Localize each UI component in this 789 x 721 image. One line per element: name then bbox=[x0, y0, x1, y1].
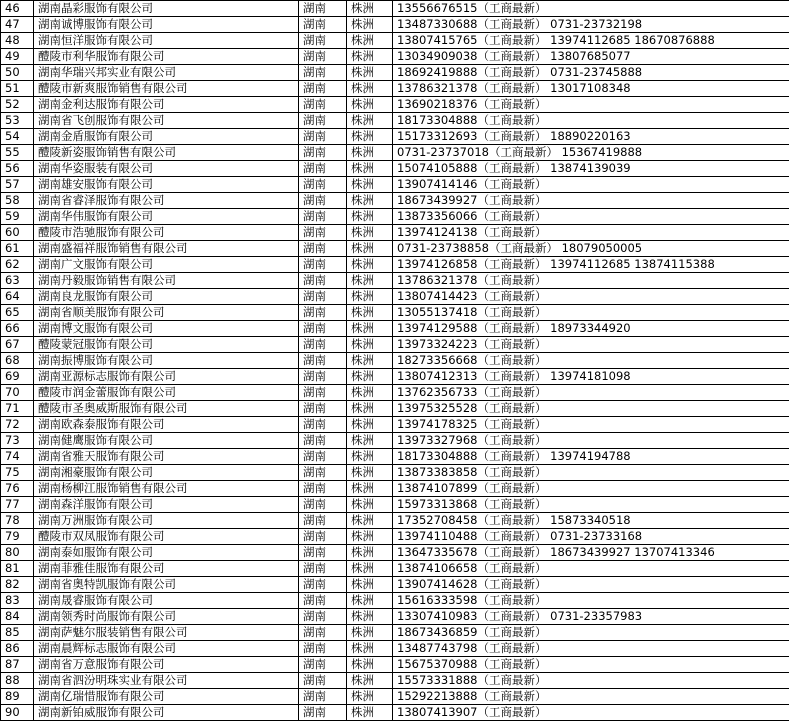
table-row bbox=[1, 193, 789, 209]
city-cell: 株洲 bbox=[347, 113, 393, 129]
company-name-cell: 湖南晶彩服饰有限公司 bbox=[34, 1, 299, 17]
table-row bbox=[1, 545, 789, 561]
phone-cell: 13487330688（工商最新） 0731-23732198 bbox=[393, 17, 789, 33]
row-number-cell: 85 bbox=[1, 625, 34, 641]
table-row bbox=[1, 593, 789, 609]
phone-cell: 15616333598（工商最新） bbox=[393, 593, 789, 609]
table-row bbox=[1, 417, 789, 433]
province-cell: 湖南 bbox=[299, 49, 347, 65]
city-cell: 株洲 bbox=[347, 609, 393, 625]
row-number-cell: 60 bbox=[1, 225, 34, 241]
province-cell: 湖南 bbox=[299, 369, 347, 385]
company-name-cell: 湖南晨辉标志服饰有限公司 bbox=[34, 641, 299, 657]
row-number-cell: 80 bbox=[1, 545, 34, 561]
city-cell: 株洲 bbox=[347, 529, 393, 545]
company-name-cell: 醴陵市新爽服饰销售有限公司 bbox=[34, 81, 299, 97]
city-cell: 株洲 bbox=[347, 257, 393, 273]
province-cell: 湖南 bbox=[299, 113, 347, 129]
company-name-cell: 湖南湘豪服饰有限公司 bbox=[34, 465, 299, 481]
city-cell: 株洲 bbox=[347, 577, 393, 593]
company-name-cell: 湖南金盾服饰有限公司 bbox=[34, 129, 299, 145]
phone-cell: 13690218376（工商最新） bbox=[393, 97, 789, 113]
province-cell: 湖南 bbox=[299, 81, 347, 97]
table-row bbox=[1, 385, 789, 401]
row-number-cell: 61 bbox=[1, 241, 34, 257]
phone-cell: 15074105888（工商最新） 13874139039 bbox=[393, 161, 789, 177]
city-cell: 株洲 bbox=[347, 465, 393, 481]
company-name-cell: 湖南恒洋服饰有限公司 bbox=[34, 33, 299, 49]
company-name-cell: 湖南博文服饰有限公司 bbox=[34, 321, 299, 337]
phone-cell: 13807415765（工商最新） 13974112685 18670876888 bbox=[393, 33, 789, 49]
province-cell: 湖南 bbox=[299, 401, 347, 417]
row-number-cell: 71 bbox=[1, 401, 34, 417]
row-number-cell: 79 bbox=[1, 529, 34, 545]
city-cell: 株洲 bbox=[347, 97, 393, 113]
province-cell: 湖南 bbox=[299, 321, 347, 337]
province-cell: 湖南 bbox=[299, 209, 347, 225]
phone-cell: 13975325528（工商最新） bbox=[393, 401, 789, 417]
city-cell: 株洲 bbox=[347, 449, 393, 465]
province-cell: 湖南 bbox=[299, 705, 347, 721]
table-row bbox=[1, 673, 789, 689]
province-cell: 湖南 bbox=[299, 625, 347, 641]
province-cell: 湖南 bbox=[299, 641, 347, 657]
table-row bbox=[1, 401, 789, 417]
province-cell: 湖南 bbox=[299, 529, 347, 545]
company-name-cell: 湖南森洋服饰有限公司 bbox=[34, 497, 299, 513]
province-cell: 湖南 bbox=[299, 673, 347, 689]
company-name-cell: 湖南泰如服饰有限公司 bbox=[34, 545, 299, 561]
city-cell: 株洲 bbox=[347, 401, 393, 417]
city-cell: 株洲 bbox=[347, 337, 393, 353]
province-cell: 湖南 bbox=[299, 577, 347, 593]
city-cell: 株洲 bbox=[347, 673, 393, 689]
phone-cell: 18673439927（工商最新） bbox=[393, 193, 789, 209]
province-cell: 湖南 bbox=[299, 593, 347, 609]
phone-cell: 13974126858（工商最新） 13974112685 13874115388 bbox=[393, 257, 789, 273]
table-row bbox=[1, 273, 789, 289]
row-number-cell: 64 bbox=[1, 289, 34, 305]
company-name-cell: 湖南振博服饰有限公司 bbox=[34, 353, 299, 369]
province-cell: 湖南 bbox=[299, 657, 347, 673]
province-cell: 湖南 bbox=[299, 305, 347, 321]
city-cell: 株洲 bbox=[347, 593, 393, 609]
company-name-cell: 湖南领秀时尚服饰有限公司 bbox=[34, 609, 299, 625]
row-number-cell: 57 bbox=[1, 177, 34, 193]
phone-cell: 13873383858（工商最新） bbox=[393, 465, 789, 481]
phone-cell: 18692419888（工商最新） 0731-23745888 bbox=[393, 65, 789, 81]
phone-cell: 13974178325（工商最新） bbox=[393, 417, 789, 433]
city-cell: 株洲 bbox=[347, 385, 393, 401]
table-row bbox=[1, 449, 789, 465]
row-number-cell: 90 bbox=[1, 705, 34, 721]
table-row bbox=[1, 81, 789, 97]
province-cell: 湖南 bbox=[299, 609, 347, 625]
city-cell: 株洲 bbox=[347, 225, 393, 241]
row-number-cell: 47 bbox=[1, 17, 34, 33]
phone-cell: 13556676515（工商最新） bbox=[393, 1, 789, 17]
city-cell: 株洲 bbox=[347, 513, 393, 529]
city-cell: 株洲 bbox=[347, 273, 393, 289]
table-row bbox=[1, 289, 789, 305]
row-number-cell: 83 bbox=[1, 593, 34, 609]
province-cell: 湖南 bbox=[299, 273, 347, 289]
city-cell: 株洲 bbox=[347, 305, 393, 321]
company-name-cell: 醴陵市润金蕾服饰有限公司 bbox=[34, 385, 299, 401]
province-cell: 湖南 bbox=[299, 145, 347, 161]
table-row bbox=[1, 465, 789, 481]
company-name-cell: 醴陵新姿服饰销售有限公司 bbox=[34, 145, 299, 161]
city-cell: 株洲 bbox=[347, 417, 393, 433]
row-number-cell: 84 bbox=[1, 609, 34, 625]
table-row bbox=[1, 1, 789, 17]
province-cell: 湖南 bbox=[299, 465, 347, 481]
table-body bbox=[1, 1, 789, 721]
table-row bbox=[1, 257, 789, 273]
company-name-cell: 湖南广文服饰有限公司 bbox=[34, 257, 299, 273]
table-row bbox=[1, 337, 789, 353]
company-name-cell: 醴陵市浩驰服饰有限公司 bbox=[34, 225, 299, 241]
phone-cell: 13907414146（工商最新） bbox=[393, 177, 789, 193]
city-cell: 株洲 bbox=[347, 625, 393, 641]
phone-cell: 13807414423（工商最新） bbox=[393, 289, 789, 305]
phone-cell: 13973324223（工商最新） bbox=[393, 337, 789, 353]
table-row bbox=[1, 321, 789, 337]
province-cell: 湖南 bbox=[299, 1, 347, 17]
company-name-cell: 湖南良龙服饰有限公司 bbox=[34, 289, 299, 305]
province-cell: 湖南 bbox=[299, 241, 347, 257]
province-cell: 湖南 bbox=[299, 17, 347, 33]
phone-cell: 13786321378（工商最新） bbox=[393, 273, 789, 289]
table-row bbox=[1, 625, 789, 641]
table-row bbox=[1, 609, 789, 625]
city-cell: 株洲 bbox=[347, 545, 393, 561]
table-row bbox=[1, 657, 789, 673]
table-row bbox=[1, 689, 789, 705]
province-cell: 湖南 bbox=[299, 257, 347, 273]
phone-cell: 13874107899（工商最新） bbox=[393, 481, 789, 497]
province-cell: 湖南 bbox=[299, 449, 347, 465]
company-name-cell: 湖南省睿泽服饰有限公司 bbox=[34, 193, 299, 209]
phone-cell: 13055137418（工商最新） bbox=[393, 305, 789, 321]
company-name-cell: 湖南省泗汾明珠实业有限公司 bbox=[34, 673, 299, 689]
table-row bbox=[1, 97, 789, 113]
company-name-cell: 醴陵市双凤服饰有限公司 bbox=[34, 529, 299, 545]
table-row bbox=[1, 497, 789, 513]
company-name-cell: 醴陵市圣奥威斯服饰有限公司 bbox=[34, 401, 299, 417]
phone-cell: 18173304888（工商最新） 13974194788 bbox=[393, 449, 789, 465]
company-name-cell: 湖南省雅天服饰有限公司 bbox=[34, 449, 299, 465]
phone-cell: 13873356066（工商最新） bbox=[393, 209, 789, 225]
company-name-cell: 湖南晟睿服饰有限公司 bbox=[34, 593, 299, 609]
row-number-cell: 76 bbox=[1, 481, 34, 497]
phone-cell: 13762356733（工商最新） bbox=[393, 385, 789, 401]
city-cell: 株洲 bbox=[347, 241, 393, 257]
company-name-cell: 湖南省万意服饰有限公司 bbox=[34, 657, 299, 673]
company-name-cell: 湖南菲雅佳服饰有限公司 bbox=[34, 561, 299, 577]
phone-cell: 15973313868（工商最新） bbox=[393, 497, 789, 513]
row-number-cell: 62 bbox=[1, 257, 34, 273]
row-number-cell: 88 bbox=[1, 673, 34, 689]
city-cell: 株洲 bbox=[347, 33, 393, 49]
phone-cell: 18673436859（工商最新） bbox=[393, 625, 789, 641]
table-row bbox=[1, 705, 789, 721]
table-row bbox=[1, 209, 789, 225]
company-name-cell: 湖南省飞创服饰有限公司 bbox=[34, 113, 299, 129]
row-number-cell: 58 bbox=[1, 193, 34, 209]
province-cell: 湖南 bbox=[299, 193, 347, 209]
row-number-cell: 69 bbox=[1, 369, 34, 385]
city-cell: 株洲 bbox=[347, 641, 393, 657]
table-row bbox=[1, 113, 789, 129]
table-row bbox=[1, 241, 789, 257]
city-cell: 株洲 bbox=[347, 657, 393, 673]
table-row bbox=[1, 161, 789, 177]
table-row bbox=[1, 529, 789, 545]
province-cell: 湖南 bbox=[299, 161, 347, 177]
company-name-cell: 醴陵蒙冠服饰有限公司 bbox=[34, 337, 299, 353]
row-number-cell: 65 bbox=[1, 305, 34, 321]
table-row bbox=[1, 481, 789, 497]
company-name-cell: 湖南亚源标志服饰有限公司 bbox=[34, 369, 299, 385]
city-cell: 株洲 bbox=[347, 129, 393, 145]
province-cell: 湖南 bbox=[299, 65, 347, 81]
row-number-cell: 55 bbox=[1, 145, 34, 161]
row-number-cell: 50 bbox=[1, 65, 34, 81]
province-cell: 湖南 bbox=[299, 689, 347, 705]
phone-cell: 13487743798（工商最新） bbox=[393, 641, 789, 657]
table-row bbox=[1, 129, 789, 145]
row-number-cell: 54 bbox=[1, 129, 34, 145]
phone-cell: 13973327968（工商最新） bbox=[393, 433, 789, 449]
phone-cell: 15292213888（工商最新） bbox=[393, 689, 789, 705]
company-name-cell: 湖南诚博服饰有限公司 bbox=[34, 17, 299, 33]
phone-cell: 17352708458（工商最新） 15873340518 bbox=[393, 513, 789, 529]
city-cell: 株洲 bbox=[347, 65, 393, 81]
province-cell: 湖南 bbox=[299, 561, 347, 577]
phone-cell: 13874106658（工商最新） bbox=[393, 561, 789, 577]
table-row bbox=[1, 641, 789, 657]
row-number-cell: 49 bbox=[1, 49, 34, 65]
phone-cell: 13974124138（工商最新） bbox=[393, 225, 789, 241]
company-name-cell: 湖南盛福祥服饰销售有限公司 bbox=[34, 241, 299, 257]
phone-cell: 15675370988（工商最新） bbox=[393, 657, 789, 673]
company-name-cell: 湖南金利达服饰有限公司 bbox=[34, 97, 299, 113]
row-number-cell: 70 bbox=[1, 385, 34, 401]
phone-cell: 13034909038（工商最新） 13807685077 bbox=[393, 49, 789, 65]
phone-cell: 0731-23738858（工商最新） 18079050005 bbox=[393, 241, 789, 257]
city-cell: 株洲 bbox=[347, 689, 393, 705]
city-cell: 株洲 bbox=[347, 81, 393, 97]
phone-cell: 15573331888（工商最新） bbox=[393, 673, 789, 689]
table-row bbox=[1, 65, 789, 81]
company-name-cell: 湖南丹毅服饰销售有限公司 bbox=[34, 273, 299, 289]
company-name-cell: 湖南万洲服饰有限公司 bbox=[34, 513, 299, 529]
province-cell: 湖南 bbox=[299, 225, 347, 241]
phone-cell: 15173312693（工商最新） 18890220163 bbox=[393, 129, 789, 145]
row-number-cell: 77 bbox=[1, 497, 34, 513]
city-cell: 株洲 bbox=[347, 17, 393, 33]
row-number-cell: 52 bbox=[1, 97, 34, 113]
city-cell: 株洲 bbox=[347, 321, 393, 337]
table-row bbox=[1, 49, 789, 65]
phone-cell: 13647335678（工商最新） 18673439927 13707413346 bbox=[393, 545, 789, 561]
phone-cell: 13807413907（工商最新） bbox=[393, 705, 789, 721]
phone-cell: 0731-23737018（工商最新） 15367419888 bbox=[393, 145, 789, 161]
table-row bbox=[1, 577, 789, 593]
city-cell: 株洲 bbox=[347, 49, 393, 65]
row-number-cell: 87 bbox=[1, 657, 34, 673]
city-cell: 株洲 bbox=[347, 497, 393, 513]
city-cell: 株洲 bbox=[347, 145, 393, 161]
company-name-cell: 湖南亿瑞惜服饰有限公司 bbox=[34, 689, 299, 705]
row-number-cell: 81 bbox=[1, 561, 34, 577]
province-cell: 湖南 bbox=[299, 545, 347, 561]
row-number-cell: 82 bbox=[1, 577, 34, 593]
city-cell: 株洲 bbox=[347, 369, 393, 385]
province-cell: 湖南 bbox=[299, 513, 347, 529]
province-cell: 湖南 bbox=[299, 481, 347, 497]
company-name-cell: 湖南省奥特凯服饰有限公司 bbox=[34, 577, 299, 593]
table-row bbox=[1, 513, 789, 529]
phone-cell: 13974110488（工商最新） 0731-23733168 bbox=[393, 529, 789, 545]
province-cell: 湖南 bbox=[299, 33, 347, 49]
table-row bbox=[1, 433, 789, 449]
row-number-cell: 89 bbox=[1, 689, 34, 705]
phone-cell: 18173304888（工商最新） bbox=[393, 113, 789, 129]
city-cell: 株洲 bbox=[347, 1, 393, 17]
phone-cell: 13974129588（工商最新） 18973344920 bbox=[393, 321, 789, 337]
city-cell: 株洲 bbox=[347, 209, 393, 225]
row-number-cell: 67 bbox=[1, 337, 34, 353]
province-cell: 湖南 bbox=[299, 337, 347, 353]
row-number-cell: 75 bbox=[1, 465, 34, 481]
province-cell: 湖南 bbox=[299, 353, 347, 369]
company-name-cell: 湖南健鹰服饰有限公司 bbox=[34, 433, 299, 449]
company-name-cell: 湖南新铂威服饰有限公司 bbox=[34, 705, 299, 721]
row-number-cell: 74 bbox=[1, 449, 34, 465]
table-row bbox=[1, 145, 789, 161]
city-cell: 株洲 bbox=[347, 289, 393, 305]
table-row bbox=[1, 33, 789, 49]
province-cell: 湖南 bbox=[299, 177, 347, 193]
company-name-cell: 湖南萨魅尔服装销售有限公司 bbox=[34, 625, 299, 641]
province-cell: 湖南 bbox=[299, 97, 347, 113]
province-cell: 湖南 bbox=[299, 433, 347, 449]
phone-cell: 13807412313（工商最新） 13974181098 bbox=[393, 369, 789, 385]
table-row bbox=[1, 561, 789, 577]
city-cell: 株洲 bbox=[347, 177, 393, 193]
city-cell: 株洲 bbox=[347, 705, 393, 721]
province-cell: 湖南 bbox=[299, 129, 347, 145]
city-cell: 株洲 bbox=[347, 161, 393, 177]
phone-cell: 13907414628（工商最新） bbox=[393, 577, 789, 593]
row-number-cell: 78 bbox=[1, 513, 34, 529]
company-name-cell: 湖南华伟服饰有限公司 bbox=[34, 209, 299, 225]
province-cell: 湖南 bbox=[299, 417, 347, 433]
city-cell: 株洲 bbox=[347, 353, 393, 369]
company-name-cell: 醴陵市利华服饰有限公司 bbox=[34, 49, 299, 65]
row-number-cell: 86 bbox=[1, 641, 34, 657]
row-number-cell: 66 bbox=[1, 321, 34, 337]
row-number-cell: 68 bbox=[1, 353, 34, 369]
table-row bbox=[1, 225, 789, 241]
row-number-cell: 48 bbox=[1, 33, 34, 49]
city-cell: 株洲 bbox=[347, 193, 393, 209]
city-cell: 株洲 bbox=[347, 481, 393, 497]
province-cell: 湖南 bbox=[299, 289, 347, 305]
company-name-cell: 湖南雄安服饰有限公司 bbox=[34, 177, 299, 193]
city-cell: 株洲 bbox=[347, 433, 393, 449]
company-name-cell: 湖南欧森泰服饰有限公司 bbox=[34, 417, 299, 433]
row-number-cell: 51 bbox=[1, 81, 34, 97]
phone-cell: 13786321378（工商最新） 13017108348 bbox=[393, 81, 789, 97]
company-name-cell: 湖南华瑞兴邦实业有限公司 bbox=[34, 65, 299, 81]
row-number-cell: 72 bbox=[1, 417, 34, 433]
row-number-cell: 59 bbox=[1, 209, 34, 225]
row-number-cell: 56 bbox=[1, 161, 34, 177]
row-number-cell: 63 bbox=[1, 273, 34, 289]
table-row bbox=[1, 369, 789, 385]
table-row bbox=[1, 305, 789, 321]
row-number-cell: 53 bbox=[1, 113, 34, 129]
table-row bbox=[1, 17, 789, 33]
row-number-cell: 73 bbox=[1, 433, 34, 449]
table-row bbox=[1, 353, 789, 369]
company-name-cell: 湖南省顺美服饰有限公司 bbox=[34, 305, 299, 321]
company-name-cell: 湖南杨柳江服饰销售有限公司 bbox=[34, 481, 299, 497]
city-cell: 株洲 bbox=[347, 561, 393, 577]
phone-cell: 13307410983（工商最新） 0731-23357983 bbox=[393, 609, 789, 625]
row-number-cell: 46 bbox=[1, 1, 34, 17]
province-cell: 湖南 bbox=[299, 497, 347, 513]
province-cell: 湖南 bbox=[299, 385, 347, 401]
company-name-cell: 湖南华姿服装有限公司 bbox=[34, 161, 299, 177]
phone-cell: 18273356668（工商最新） bbox=[393, 353, 789, 369]
table-row bbox=[1, 177, 789, 193]
